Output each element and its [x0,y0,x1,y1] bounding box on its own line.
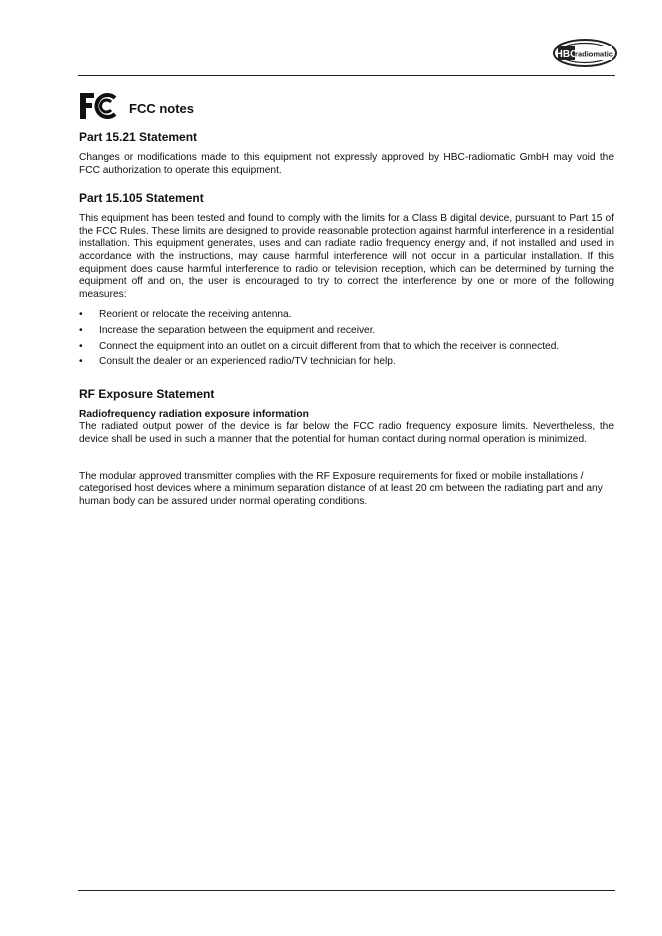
page-title: FCC notes [129,100,194,116]
fcc-header [79,90,614,122]
main-content [79,90,614,522]
footer-divider [78,890,615,891]
section-body-2: The modular approved transmitter complies with the RF Exposure requirements for fixed or mobile installations / categorised host devices where a minimum separation distance of at least 20 cm between the radiating part and any human body can be assured under normal operating conditions. [79,470,603,507]
list-item: • Connect the equipment into an outlet on a circuit different from that to which the receiver is connected. [79,340,560,352]
bullet-icon: • [79,324,83,336]
bullet-icon: • [79,340,83,352]
section-heading: RF Exposure Statement [79,386,215,401]
svg-text:radiomatic: radiomatic [575,49,613,59]
bullet-icon: • [79,309,83,321]
section-rf-exposure [79,387,614,509]
svg-text:HBC: HBC [555,49,578,60]
section-heading: Part 15.105 Statement [79,191,204,206]
fcc-logo-icon [79,92,117,120]
list-item: • Consult the dealer or an experienced radio/TV technician for help. [79,356,396,368]
bullet-icon: • [79,356,83,368]
section-subheading: Radiofrequency radiation exposure information [79,408,309,420]
section-body: This equipment has been tested and found to comply with the limits for a Class B digital device, pursuant to Part 15 of the FCC Rules. These limits are designed to provide reasonable protection against harmful interference in a residential installation. This equipment generates, uses and can radiate radio frequency energy and, if not installed and used in accordance with the instructions, may cause harmful interference will not occur in a particular installation. If this equipment does cause harmful interference to radio or television reception, which can be determined by turning the equipment off and on, the user is encouraged to try to correct the interference by one or more of the following measures: [79,213,614,300]
section-part-15-21 [79,130,614,177]
list-item: • Reorient or relocate the receiving antenna. [79,309,292,321]
measures-list [79,309,614,368]
section-heading: Part 15.21 Statement [79,130,198,144]
list-item: • Increase the separation between the equipment and receiver. [79,324,376,336]
section-body: The radiated output power of the device is far below the FCC radio frequency exposure limits. Nevertheless, the device shall be used in such a manner that the potential for human contact during normal operation is minimized. [79,421,614,445]
hbc-radiomatic-logo [552,38,618,68]
section-part-15-105 [79,191,614,369]
header-divider [78,75,615,76]
section-body: Changes or modifications made to this equipment not expressly approved by HBC-radiomatic GmbH may void the FCC authorization to operate this equipment. [79,152,614,176]
